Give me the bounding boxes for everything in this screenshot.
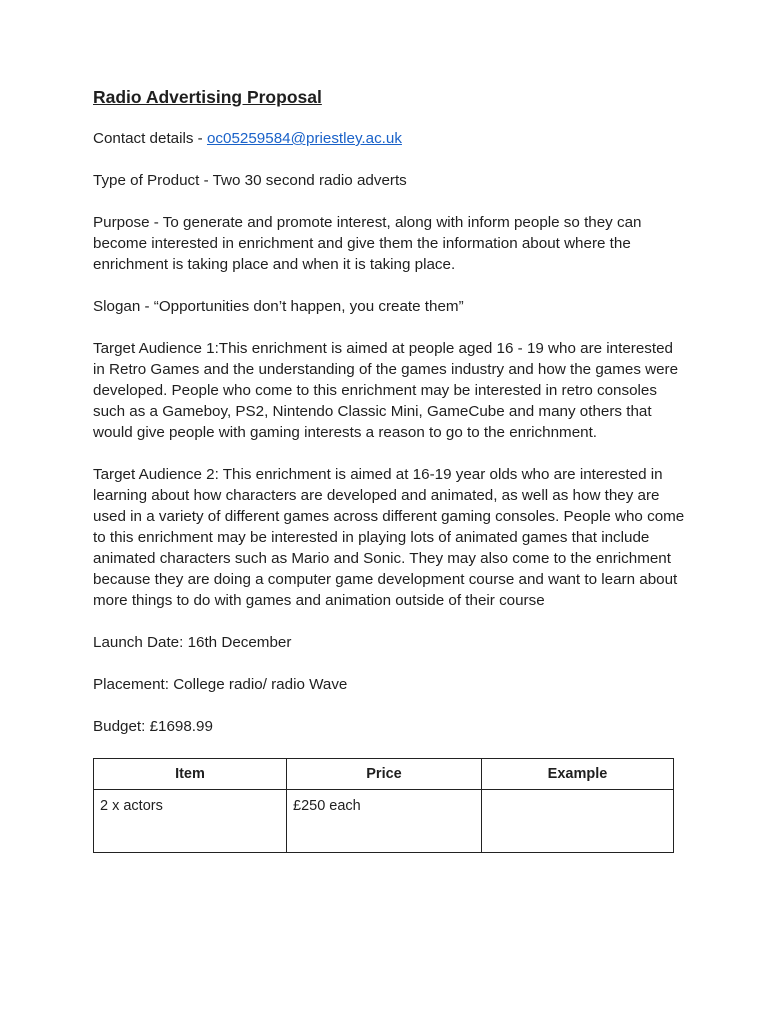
contact-label: Contact details - <box>93 130 207 147</box>
table-header-item: Item <box>94 759 287 790</box>
table-cell-example <box>482 790 674 853</box>
slogan: Slogan - “Opportunities don’t happen, you create them” <box>93 298 464 315</box>
contact-details <box>93 128 688 149</box>
document-title: Radio Advertising Proposal <box>93 87 322 107</box>
table-cell-price: £250 each <box>287 790 482 853</box>
table-header-row <box>94 759 674 790</box>
target-audience-2: Target Audience 2: This enrichment is aimed at 16-19 year olds who are interested in learning about how characters are developed and animated, as well as how they are used in a variety of different games across different gaming consoles. People who come to this enrichment may be interested in playing lots of animated games that include animated characters such as Mario and Sonic. They may also come to the enrichment because they are doing a computer game development course and want to learn about more things to do with games and animation outside of their course <box>93 466 685 609</box>
target-audience-1: Target Audience 1:This enrichment is aimed at people aged 16 - 19 who are interested in Retro Games and the understanding of the games industry and how the games were developed. People who come to this enrichment may be interested in retro consoles such as a Gameboy, PS2, Nintendo Classic Mini, GameCube and many others that would give people with gaming interests a reason to go to the enrichnment. <box>93 340 679 441</box>
table-row <box>94 790 674 853</box>
placement: Placement: College radio/ radio Wave <box>93 676 348 693</box>
purpose-paragraph: Purpose - To generate and promote interest, along with inform people so they can become interested in enrichment and give them the information about where the enrichment is taking place and when it is taking place. <box>93 214 642 273</box>
contact-email-link[interactable]: oc05259584@priestley.ac.uk <box>206 130 402 147</box>
product-type: Type of Product - Two 30 second radio adverts <box>93 172 407 189</box>
table-header-example: Example <box>482 759 674 790</box>
table-cell-item: 2 x actors <box>94 790 287 853</box>
table-header-price: Price <box>287 759 482 790</box>
budget-table <box>93 758 674 853</box>
budget: Budget: £1698.99 <box>93 718 213 735</box>
launch-date: Launch Date: 16th December <box>93 634 292 651</box>
